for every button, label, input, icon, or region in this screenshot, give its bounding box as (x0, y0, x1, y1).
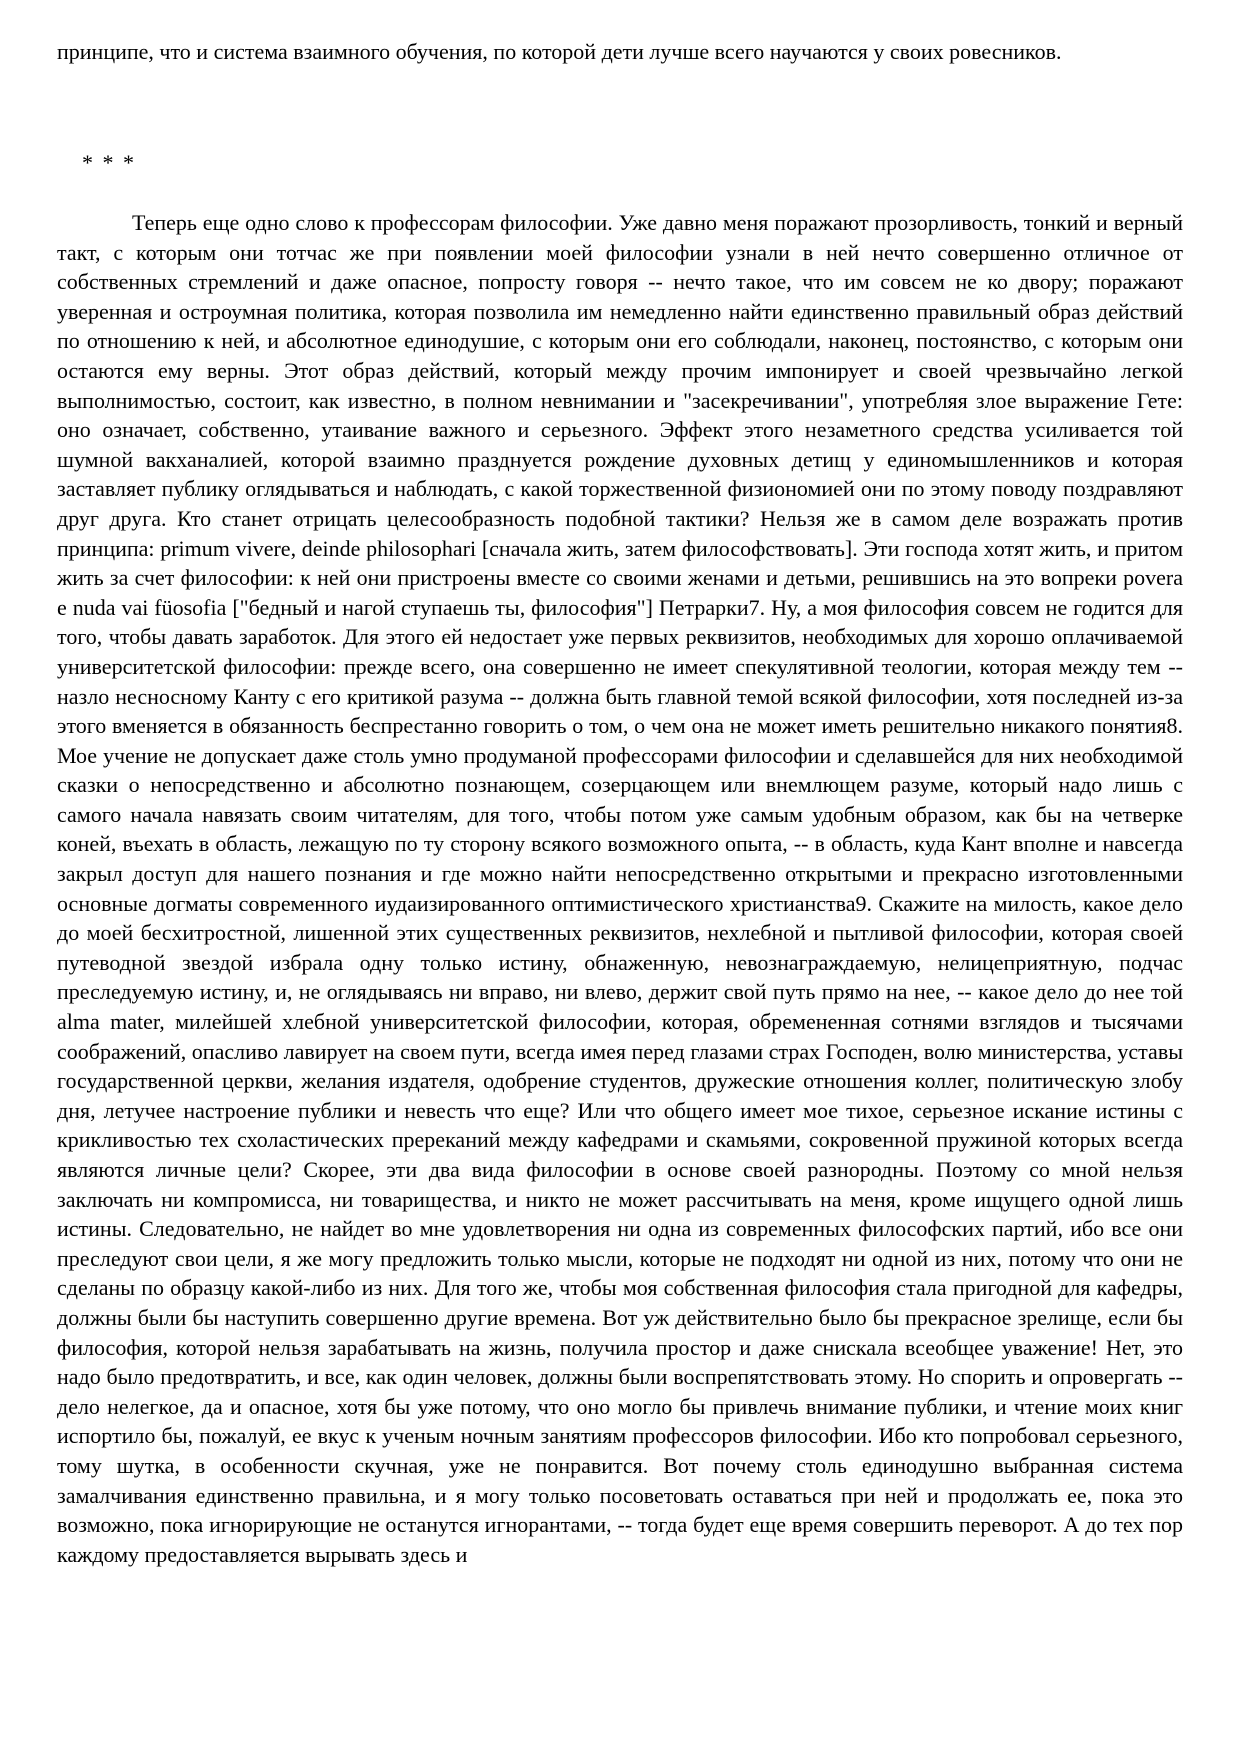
section-separator: * * * (82, 150, 136, 175)
paragraph-continued: принципе, что и система взаимного обучения, по которой дети лучше всего научаются у своих ровесников. (57, 39, 1062, 64)
paragraph-main: Теперь еще одно слово к профессорам философии. Уже давно меня поражают прозорливость, тонкий и верный такт, с которым они тотчас же при появлении моей философии узнали в ней нечто совершенно отличное от собственных стремлений и даже опасное, попросту говоря -- нечто такое, что им совсем не ко двору; поражают уверенная и остроумная политика, которая позволила им немедленно найти единственно правильный образ действий по отношению к ней, и абсолютное единодушие, с которым они его соблюдали, наконец, постоянство, с которым они остаются ему верны. Этот образ действий, который между прочим импонирует и своей чрезвычайно легкой выполнимостью, состоит, как известно, в полном невнимании и "засекречивании", употребляя злое выражение Гете: оно означает, собственно, утаивание важного и серьезного. Эффект этого незаметного средства усиливается той шумной вакханалией, которой взаимно празднуется рождение духовных детищ у единомышленников и которая заставляет публику оглядываться и наблюдать, с какой торжественной физиономией они по этому поводу поздравляют друг друга. Кто станет отрицать целесообразность подобной тактики? Нельзя же в самом деле возражать против принципа: primum vivere, deinde philosophari [сначала жить, затем философствовать]. Эти господа хотят жить, и притом жить за счет философии: к ней они пристроены вместе со своими женами и детьми, решившись на это вопреки povera e nuda vai füosofia ["бедный и нагой ступаешь ты, философия"] Петрарки7. Ну, а моя философия совсем не годится для того, чтобы давать заработок. Для этого ей недостает уже первых реквизитов, необходимых для хорошо оплачиваемой университетской философии: прежде всего, она совершенно не имеет спекулятивной теологии, которая между тем -- назло несносному Канту с его критикой разума -- должна быть главной темой всякой философии, хотя последней из-за этого вменяется в обязанность беспрестанно говорить о том, о чем она не может иметь решительно никакого понятия8. Мое учение не допускает даже столь умно продуманой профессорами философии и сделавшейся для них необходимой сказки о непосредственно и абсолютно познающем, созерцающем или внемлющем разуме, который надо лишь с самого начала навязать своим читателям, для того, чтобы потом уже самым удобным образом, как бы на четверке коней, въехать в область, лежащую по ту сторону всякого возможного опыта, -- в область, куда Кант вполне и навсегда закрыл доступ для нашего познания и где можно найти непосредственно открытыми и прекрасно изготовленными основные догматы современного иудаизированного оптимистического христианства9. Скажите на милость, какое дело до моей бесхитростной, лишенной этих существенных реквизитов, нехлебной и пытливой философии, которая своей путеводной звездой избрала одну только истину, обнаженную, невознаграждаемую, нелицеприятную, подчас преследуемую истину, и, не оглядываясь ни вправо, ни влево, держит свой путь прямо на нее, -- какое дело до нее той alma mater, милейшей хлебной университетской философии, которая, обремененная сотнями взглядов и тысячами соображений, опасливо лавирует на своем пути, всегда имея перед глазами страх Господен, волю министерства, уставы государственной церкви, желания издателя, одобрение студентов, дружеские отношения коллег, политическую злобу дня, летучее настроение публики и невесть что еще? Или что общего имеет мое тихое, серьезное искание истины с крикливостью тех схоластических пререканий между кафедрами и скамьями, сокровенной пружиной которых всегда являются личные цели? Скорее, эти два вида философии в основе своей разнородны. Поэтому со мной нельзя заключать ни компромисса, ни товарищества, и никто не может рассчитывать на меня, кроме ищущего одной лишь истины. Следовательно, не найдет во мне удовлетворения ни одна из современных философских партий, ибо все они преследуют свои цели, я же могу предложить только мысли, которые не подходят ни одной из них, потому что они не сделаны по образцу какой-либо из них. Для того же, чтобы моя собственная философия стала пригодной для кафедры, должны были бы наступить совершенно другие времена. Вот уж действительно было бы прекрасное зрелище, если бы философия, которой нельзя зарабатывать на жизнь, получила простор и даже снискала всеобщее уважение! Нет, это надо было предотвратить, и все, как один человек, должны были воспрепятствовать этому. Но спорить и опровергать -- дело нелегкое, да и опасное, хотя бы уже потому, что оно могло бы привлечь внимание публики, и чтение моих книг испортило бы, пожалуй, ее вкус к ученым ночным занятиям профессоров философии. Ибо кто попробовал серьезного, тому шутка, в особенности скучная, уже не понравится. Вот почему столь единодушно выбранная система замалчивания единственно правильна, и я могу только посоветовать оставаться при ней и продолжать ее, пока это возможно, пока игнорирующие не останутся игнорантами, -- тогда будет еще время совершить переворот. А до тех пор каждому предоставляется вырывать здесь и (57, 210, 1183, 1567)
